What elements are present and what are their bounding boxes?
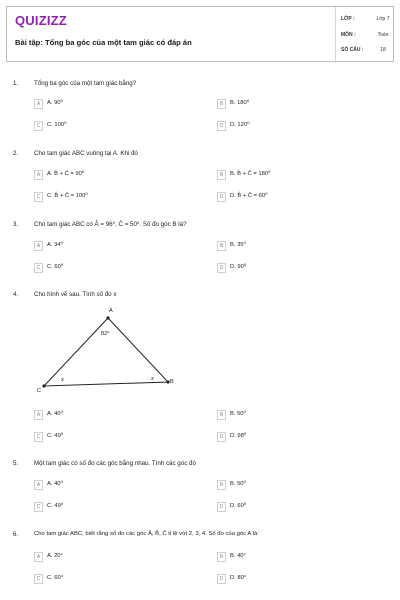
subject-value: Toán (377, 32, 389, 38)
worksheet-header (6, 6, 394, 62)
option-text: B. 40° (230, 553, 246, 559)
angle-b-label: x (151, 376, 154, 382)
question-number: 2. (13, 150, 19, 157)
option-key-box: A (34, 170, 43, 180)
option-text: D. 98⁰ (230, 433, 247, 439)
vertex-b-label: B (170, 379, 174, 385)
option-key-box: C (34, 192, 43, 202)
option-key-box: D (217, 574, 226, 584)
option-text: D. 80° (230, 575, 247, 581)
question-number: 4. (13, 291, 19, 298)
option-key-box: B (217, 480, 226, 490)
quizizz-logo: QUIZIZZ (15, 13, 67, 28)
option-key-box: B (217, 241, 226, 251)
option-key-box: A (34, 241, 43, 251)
option-text: A. B̂ + Ĉ = 90⁰ (47, 171, 85, 177)
angle-c-label: x (61, 377, 64, 383)
question-text: Cho tam giác ABC, biết rằng số đo các góc Â, B̂, Ĉ tỉ lệ với 2, 3, 4. Số đo của góc A là: (34, 531, 259, 537)
option-text: D. B̂ + Ĉ = 60⁰ (230, 193, 268, 199)
question-text: Cho hình vẽ sau. Tính số đo x (34, 291, 117, 298)
option-key-box: B (217, 552, 226, 562)
subject-label: MÔN : (341, 32, 356, 38)
option-key-box: B (217, 410, 226, 420)
option-key-box: C (34, 121, 43, 131)
question-text: Cho tam giác ABC có Â = 96⁰, Ĉ = 50⁰. Số đo góc B là? (34, 221, 187, 228)
question-text: Tổng ba góc của một tam giác bằng? (34, 80, 137, 87)
angle-a-label: 82⁰ (101, 331, 110, 337)
option-key-box: D (217, 121, 226, 131)
question-number: 5. (13, 460, 19, 467)
option-key-box: C (34, 432, 43, 442)
option-text: C. 60⁰ (47, 264, 64, 270)
question-text: Cho tam giác ABC vuông tại A. Khi đó (34, 150, 138, 157)
count-value: 18 (380, 47, 386, 53)
count-label: SỐ CÂU : (341, 47, 364, 53)
header-divider (335, 7, 336, 63)
option-text: C. 49⁰ (47, 503, 64, 509)
question-text: Một tam giác có số đo các góc bằng nhau. Tính các góc đó (34, 460, 196, 467)
option-text: C. B̂ + Ĉ = 100⁰ (47, 193, 88, 199)
option-text: A. 90⁰ (47, 100, 63, 106)
option-text: C. 49⁰ (47, 433, 64, 439)
option-text: B. 50⁰ (230, 411, 246, 417)
option-text: D. 90⁰ (230, 264, 247, 270)
option-key-box: D (217, 432, 226, 442)
option-key-box: D (217, 502, 226, 512)
option-text: A. 20° (47, 553, 63, 559)
option-key-box: C (34, 263, 43, 273)
option-text: B. 180⁰ (230, 100, 250, 106)
question-number: 6. (13, 531, 19, 538)
option-key-box: C (34, 502, 43, 512)
option-text: C. 60° (47, 575, 64, 581)
option-text: B. B̂ + Ĉ = 180⁰ (230, 171, 271, 177)
option-key-box: B (217, 170, 226, 180)
worksheet-title: Bài tập: Tổng ba góc của một tam giác có đáp án (15, 38, 192, 47)
option-text: C. 100⁰ (47, 122, 67, 128)
class-value: Lớp 7 (376, 16, 390, 22)
triangle-figure (34, 306, 194, 396)
option-key-box: B (217, 99, 226, 109)
option-key-box: A (34, 410, 43, 420)
option-key-box: C (34, 574, 43, 584)
class-label: LỚP : (341, 16, 355, 22)
option-key-box: A (34, 99, 43, 109)
option-text: D. 120⁰ (230, 122, 250, 128)
option-text: A. 40⁰ (47, 481, 63, 487)
option-text: B. 35⁰ (230, 242, 246, 248)
option-key-box: A (34, 552, 43, 562)
option-key-box: D (217, 263, 226, 273)
vertex-a-label: A (109, 308, 113, 314)
question-number: 1. (13, 80, 19, 87)
option-text: A. 40⁰ (47, 411, 63, 417)
option-key-box: A (34, 480, 43, 490)
option-key-box: D (217, 192, 226, 202)
option-text: B. 50⁰ (230, 481, 246, 487)
option-text: D. 60⁰ (230, 503, 247, 509)
question-number: 3. (13, 221, 19, 228)
vertex-c-label: C (37, 388, 42, 394)
option-text: A. 34⁰ (47, 242, 63, 248)
